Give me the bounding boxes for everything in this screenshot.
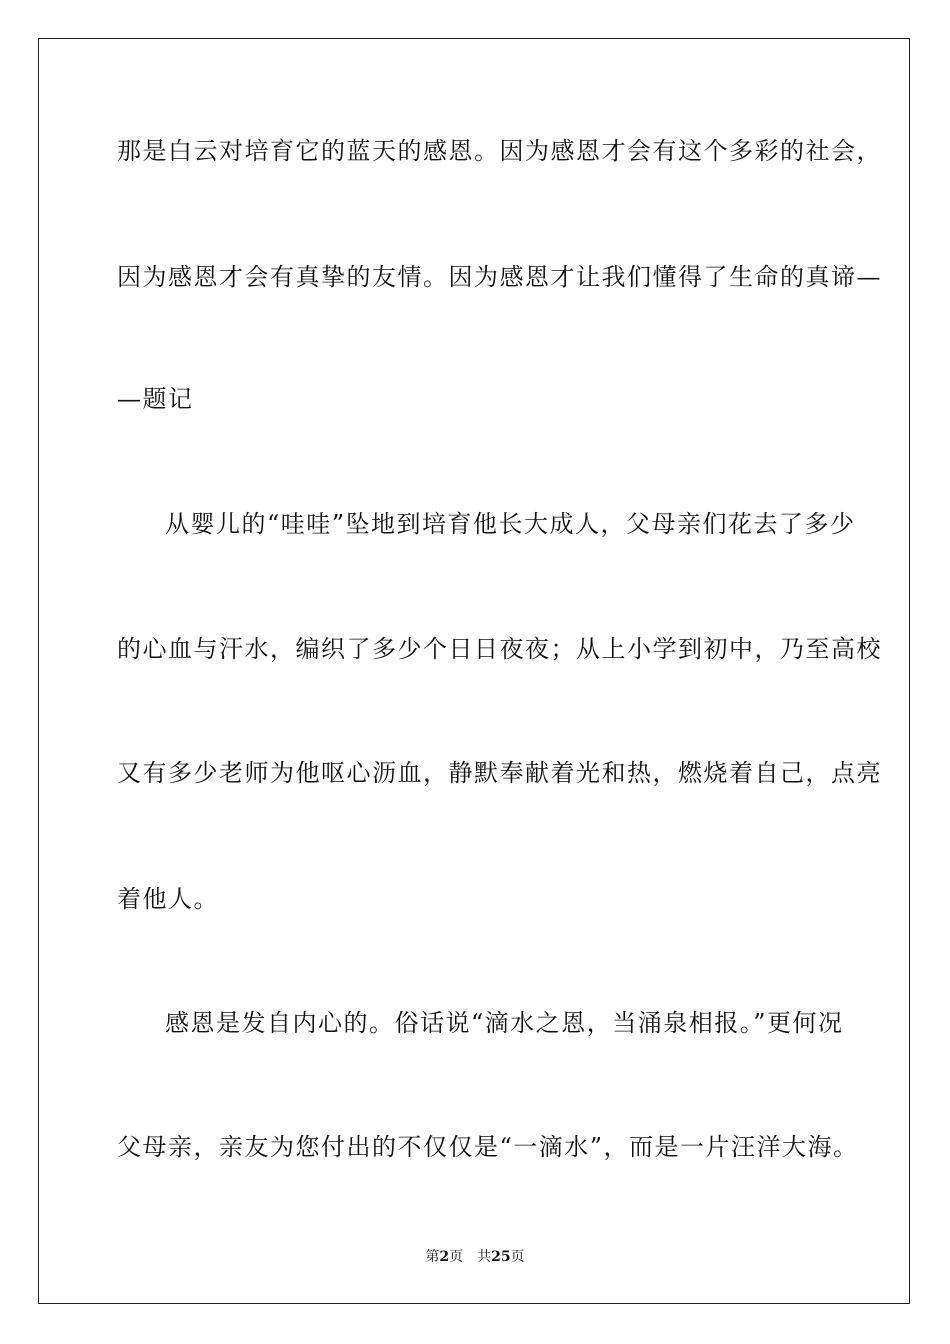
body-text-line-6: 又有多少老师为他呕心沥血，静默奉献着光和热，燃烧着自己，点亮 <box>117 759 882 787</box>
body-text-line-9: 父母亲，亲友为您付出的不仅仅是“一滴水”，而是一片汪洋大海。 <box>117 1133 859 1161</box>
body-text-line-4: 从婴儿的“哇哇”坠地到培育他长大成人，父母亲们花去了多少 <box>165 510 856 538</box>
total-prefix: 共 <box>477 1249 492 1265</box>
body-text-line-1: 那是白云对培育它的蓝天的感恩。因为感恩才会有这个多彩的社会， <box>117 137 882 165</box>
page-footer <box>0 1247 950 1267</box>
page-suffix: 页 <box>449 1249 464 1265</box>
page-number: 2 <box>439 1249 450 1265</box>
page-border <box>38 38 910 1304</box>
total-suffix: 页 <box>510 1249 525 1265</box>
body-text-line-7: 着他人。 <box>117 885 219 913</box>
body-text-line-8: 感恩是发自内心的。俗话说“滴水之恩，当涌泉相报。”更何况 <box>165 1009 844 1037</box>
body-text-line-5: 的心血与汗水，编织了多少个日日夜夜；从上小学到初中，乃至高校 <box>117 635 882 663</box>
body-text-line-2: 因为感恩才会有真挚的友情。因为感恩才让我们懂得了生命的真谛— <box>117 263 882 291</box>
total-pages: 25 <box>491 1249 511 1265</box>
body-text-line-3: —题记 <box>117 385 194 413</box>
page-prefix: 第 <box>425 1249 440 1265</box>
